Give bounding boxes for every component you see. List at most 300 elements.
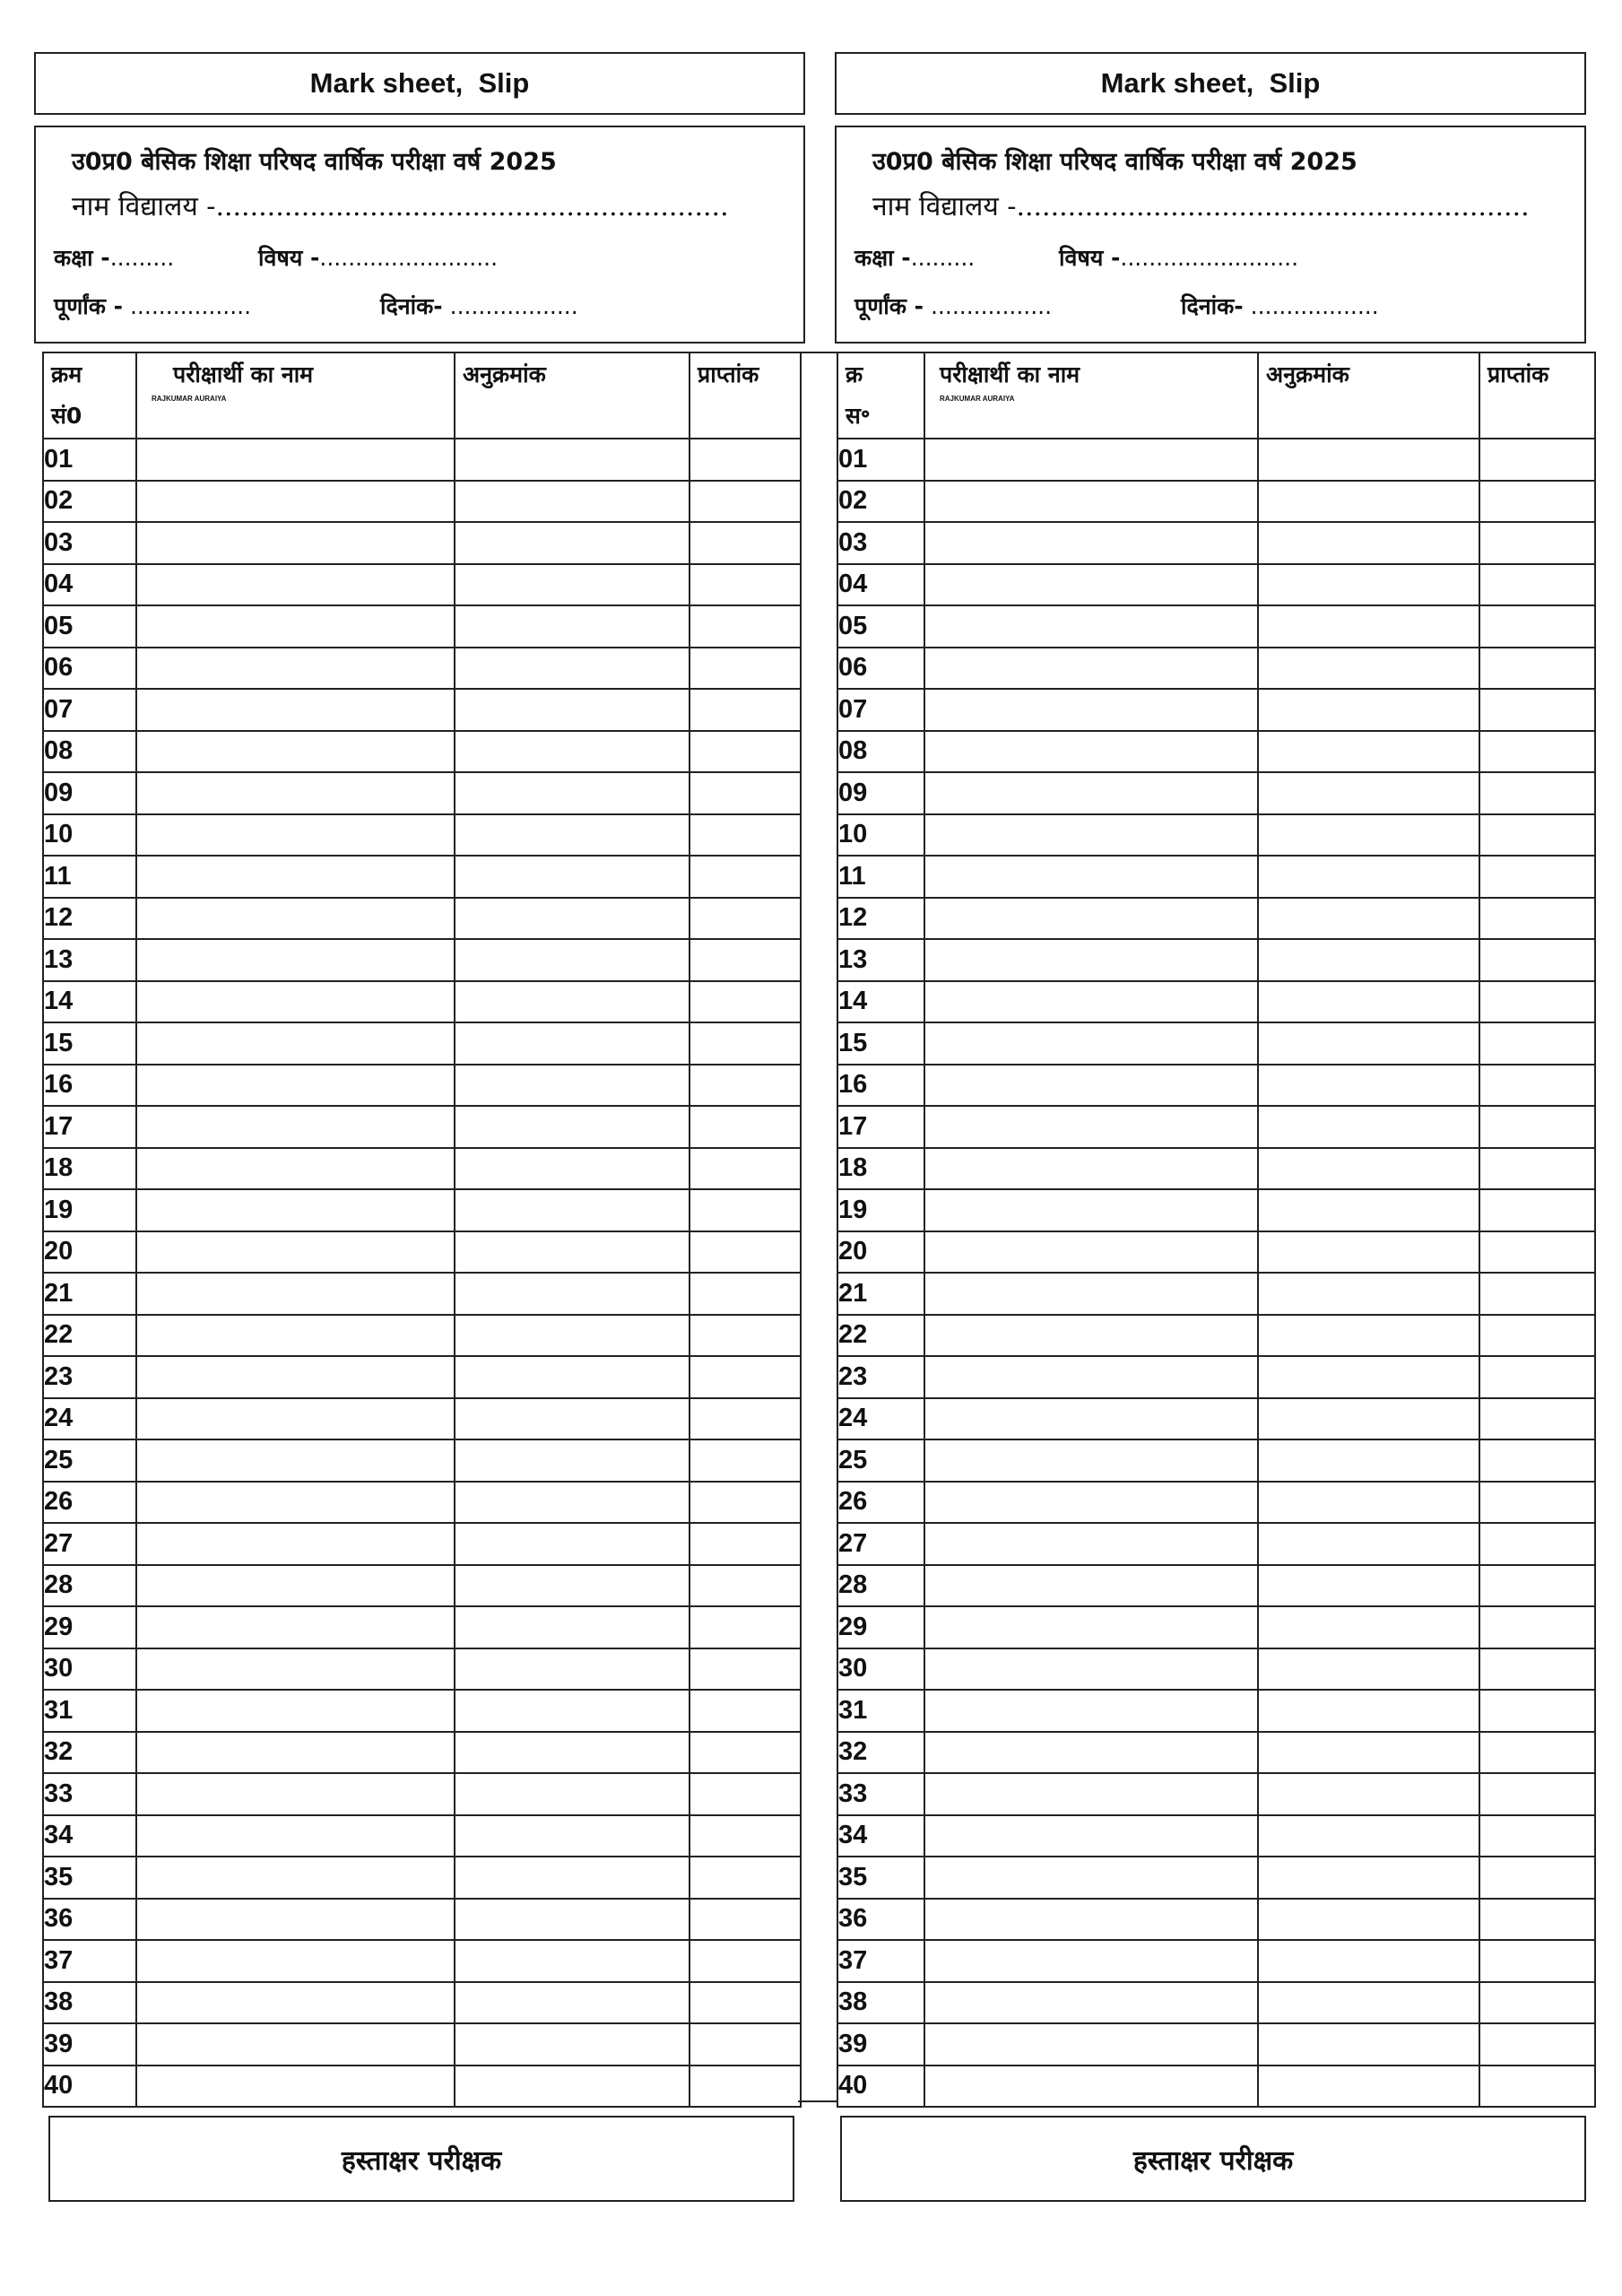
marks-cell[interactable] [1479, 1439, 1595, 1482]
roll-number-cell[interactable] [1258, 731, 1479, 773]
roll-number-cell[interactable] [455, 648, 690, 690]
row-serial-number: 22 [837, 1315, 924, 1357]
serial-header-line-2: स॰ [846, 403, 871, 429]
serial-header-line-1: क्रम [51, 361, 82, 387]
roll-number-cell[interactable] [1258, 1022, 1479, 1065]
marks-cell[interactable] [1479, 648, 1595, 690]
student-name-cell[interactable] [924, 481, 1258, 523]
student-name-cell[interactable] [136, 689, 455, 731]
student-name-cell[interactable] [136, 1773, 455, 1815]
school-blank: ............................................................ [215, 191, 729, 222]
marks-cell[interactable] [1479, 1482, 1595, 1524]
roll-number-cell[interactable] [455, 1231, 690, 1274]
roll-number-cell[interactable] [455, 1482, 690, 1524]
roll-number-cell[interactable] [455, 939, 690, 981]
row-serial-number: 13 [837, 939, 924, 981]
student-name-cell[interactable] [136, 481, 455, 523]
student-name-cell[interactable] [136, 1648, 455, 1691]
roll-number-cell[interactable] [455, 1940, 690, 1982]
table-row [837, 1857, 1595, 1899]
marks-cell[interactable] [690, 1732, 801, 1774]
table-row [837, 1148, 1595, 1190]
student-name-cell[interactable] [924, 1231, 1258, 1274]
roll-number-cell[interactable] [1258, 1982, 1479, 2024]
roll-number-cell[interactable] [455, 1398, 690, 1440]
row-serial-number: 20 [837, 1231, 924, 1274]
student-name-cell[interactable] [136, 856, 455, 898]
roll-number-cell[interactable] [1258, 2023, 1479, 2066]
table-row [837, 1356, 1595, 1398]
marks-cell[interactable] [690, 1106, 801, 1148]
marks-cell[interactable] [1479, 1148, 1595, 1190]
date-blank: .................. [442, 293, 578, 319]
marks-cell[interactable] [690, 814, 801, 857]
marks-cell[interactable] [1479, 856, 1595, 898]
roll-number-cell[interactable] [1258, 522, 1479, 564]
roll-number-cell[interactable] [455, 1189, 690, 1231]
roll-number-cell[interactable] [1258, 439, 1479, 481]
marks-cell[interactable] [1479, 1398, 1595, 1440]
marks-cell[interactable] [1479, 605, 1595, 648]
marks-cell[interactable] [690, 1565, 801, 1607]
roll-column-header [1258, 352, 1479, 439]
table-row [837, 1815, 1595, 1857]
roll-number-cell[interactable] [455, 1773, 690, 1815]
roll-number-cell[interactable] [455, 522, 690, 564]
examiner-signature-label: हस्ताक्षर परीक्षक [341, 2144, 502, 2177]
subject-field [1059, 242, 1298, 273]
table-row [837, 1315, 1595, 1357]
marks-cell[interactable] [690, 939, 801, 981]
student-name-cell[interactable] [136, 1148, 455, 1190]
marks-cell[interactable] [1479, 1648, 1595, 1691]
marks-cell[interactable] [690, 1648, 801, 1691]
roll-number-cell[interactable] [455, 439, 690, 481]
marks-cell[interactable] [1479, 1857, 1595, 1899]
marks-cell[interactable] [1479, 1189, 1595, 1231]
roll-number-cell[interactable] [1258, 1523, 1479, 1565]
row-serial-number: 32 [837, 1732, 924, 1774]
table-row [43, 1482, 801, 1524]
table-row [837, 564, 1595, 606]
marks-cell[interactable] [1479, 439, 1595, 481]
student-name-cell[interactable] [136, 1439, 455, 1482]
roll-number-cell[interactable] [455, 1439, 690, 1482]
roll-number-cell[interactable] [1258, 1439, 1479, 1482]
student-name-cell[interactable] [924, 1439, 1258, 1482]
student-name-cell[interactable] [924, 1773, 1258, 1815]
student-name-cell[interactable] [136, 1065, 455, 1107]
roll-number-cell[interactable] [455, 1732, 690, 1774]
marks-cell[interactable] [690, 481, 801, 523]
table-row [43, 564, 801, 606]
marks-cell[interactable] [1479, 814, 1595, 857]
student-name-cell[interactable] [136, 564, 455, 606]
student-name-cell[interactable] [136, 1315, 455, 1357]
date-blank: .................. [1243, 293, 1379, 319]
student-name-cell[interactable] [924, 1398, 1258, 1440]
marks-cell[interactable] [1479, 772, 1595, 814]
student-name-cell[interactable] [924, 1189, 1258, 1231]
marks-cell[interactable] [1479, 1732, 1595, 1774]
student-name-cell[interactable] [136, 772, 455, 814]
student-name-cell[interactable] [924, 564, 1258, 606]
roll-number-cell[interactable] [1258, 1231, 1479, 1274]
roll-number-cell[interactable] [455, 1857, 690, 1899]
table-row [43, 439, 801, 481]
student-name-cell[interactable] [136, 1482, 455, 1524]
table-row [837, 648, 1595, 690]
roll-number-cell[interactable] [455, 605, 690, 648]
roll-number-cell[interactable] [455, 1315, 690, 1357]
marks-cell[interactable] [1479, 2066, 1595, 2108]
marks-cell[interactable] [1479, 1773, 1595, 1815]
student-name-cell[interactable] [924, 522, 1258, 564]
row-serial-number: 35 [837, 1857, 924, 1899]
student-name-cell[interactable] [136, 2023, 455, 2066]
roll-number-cell[interactable] [455, 1022, 690, 1065]
student-name-cell[interactable] [924, 731, 1258, 773]
student-name-cell[interactable] [924, 814, 1258, 857]
marks-cell[interactable] [1479, 981, 1595, 1023]
student-name-cell[interactable] [924, 1565, 1258, 1607]
roll-number-cell[interactable] [455, 1106, 690, 1148]
row-serial-number: 27 [43, 1523, 136, 1565]
marks-cell[interactable] [690, 605, 801, 648]
roll-number-cell[interactable] [455, 856, 690, 898]
roll-number-cell[interactable] [1258, 1606, 1479, 1648]
roll-number-cell[interactable] [455, 1356, 690, 1398]
table-row [43, 814, 801, 857]
date-field [380, 291, 578, 321]
student-name-cell[interactable] [136, 1523, 455, 1565]
roll-number-cell[interactable] [455, 481, 690, 523]
roll-number-cell[interactable] [455, 1648, 690, 1691]
marks-cell[interactable] [690, 1022, 801, 1065]
row-serial-number: 36 [837, 1899, 924, 1941]
table-row [43, 1732, 801, 1774]
roll-number-cell[interactable] [455, 898, 690, 940]
student-name-cell[interactable] [924, 1732, 1258, 1774]
marks-cell[interactable] [690, 1398, 801, 1440]
roll-number-cell[interactable] [455, 1982, 690, 2024]
roll-number-cell[interactable] [1258, 981, 1479, 1023]
table-row [43, 2066, 801, 2108]
marks-cell[interactable] [690, 1148, 801, 1190]
row-serial-number: 22 [43, 1315, 136, 1357]
student-name-cell[interactable] [924, 1315, 1258, 1357]
student-name-cell[interactable] [136, 814, 455, 857]
student-name-cell[interactable] [136, 2066, 455, 2108]
row-serial-number: 07 [43, 689, 136, 731]
roll-number-cell[interactable] [455, 1606, 690, 1648]
table-row [837, 1439, 1595, 1482]
marks-cell[interactable] [1479, 939, 1595, 981]
marks-cell[interactable] [1479, 1815, 1595, 1857]
marks-cell[interactable] [690, 731, 801, 773]
roll-number-cell[interactable] [455, 1523, 690, 1565]
student-name-cell[interactable] [136, 1565, 455, 1607]
roll-number-cell[interactable] [1258, 772, 1479, 814]
subject-label: विषय - [258, 245, 320, 271]
student-name-cell[interactable] [924, 1356, 1258, 1398]
roll-number-cell[interactable] [455, 814, 690, 857]
marks-cell[interactable] [1479, 1231, 1595, 1274]
student-name-cell[interactable] [136, 1022, 455, 1065]
marks-cell[interactable] [1479, 1106, 1595, 1148]
student-name-cell[interactable] [924, 1022, 1258, 1065]
table-row [43, 1065, 801, 1107]
student-name-cell[interactable] [924, 439, 1258, 481]
student-name-cell[interactable] [136, 731, 455, 773]
marks-cell[interactable] [690, 1189, 801, 1231]
roll-number-cell[interactable] [1258, 856, 1479, 898]
student-name-cell[interactable] [136, 1398, 455, 1440]
student-name-cell[interactable] [924, 2066, 1258, 2108]
roll-number-cell[interactable] [455, 981, 690, 1023]
roll-number-cell[interactable] [1258, 898, 1479, 940]
roll-number-cell[interactable] [455, 1565, 690, 1607]
serial-header-line-2: सं0 [51, 403, 82, 429]
student-name-cell[interactable] [924, 689, 1258, 731]
student-name-cell[interactable] [136, 1982, 455, 2024]
roll-number-cell[interactable] [1258, 1482, 1479, 1524]
table-row [43, 522, 801, 564]
table-row [837, 1899, 1595, 1941]
roll-number-cell[interactable] [1258, 1356, 1479, 1398]
marks-cell[interactable] [1479, 689, 1595, 731]
marks-cell[interactable] [690, 2066, 801, 2108]
student-name-cell[interactable] [136, 605, 455, 648]
table-row [837, 439, 1595, 481]
marks-cell[interactable] [1479, 1315, 1595, 1357]
marks-cell[interactable] [690, 981, 801, 1023]
roll-number-cell[interactable] [455, 1690, 690, 1732]
marks-cell[interactable] [690, 1606, 801, 1648]
marks-cell[interactable] [690, 2023, 801, 2066]
marks-cell[interactable] [1479, 2023, 1595, 2066]
roll-number-cell[interactable] [1258, 1148, 1479, 1190]
marks-cell[interactable] [1479, 1940, 1595, 1982]
roll-number-cell[interactable] [455, 1148, 690, 1190]
student-name-cell[interactable] [136, 1899, 455, 1941]
roll-number-cell[interactable] [1258, 1815, 1479, 1857]
marks-cell[interactable] [1479, 1022, 1595, 1065]
student-name-cell[interactable] [136, 1940, 455, 1982]
student-name-cell[interactable] [136, 898, 455, 940]
roll-number-cell[interactable] [1258, 1732, 1479, 1774]
row-serial-number: 06 [837, 648, 924, 690]
roll-number-cell[interactable] [1258, 1189, 1479, 1231]
marks-cell[interactable] [690, 1315, 801, 1357]
roll-number-cell[interactable] [1258, 1106, 1479, 1148]
student-name-cell[interactable] [136, 981, 455, 1023]
student-name-cell[interactable] [136, 1189, 455, 1231]
roll-number-cell[interactable] [455, 1273, 690, 1315]
student-name-cell[interactable] [136, 648, 455, 690]
student-name-cell[interactable] [924, 1106, 1258, 1148]
roll-number-cell[interactable] [1258, 648, 1479, 690]
marks-cell[interactable] [690, 1857, 801, 1899]
table-row [837, 1606, 1595, 1648]
marks-cell[interactable] [1479, 731, 1595, 773]
row-serial-number: 33 [837, 1773, 924, 1815]
student-name-cell[interactable] [136, 1231, 455, 1274]
student-name-cell[interactable] [924, 1148, 1258, 1190]
marks-cell[interactable] [1479, 898, 1595, 940]
roll-number-cell[interactable] [1258, 564, 1479, 606]
student-name-cell[interactable] [924, 939, 1258, 981]
marks-cell[interactable] [1479, 522, 1595, 564]
marks-cell[interactable] [1479, 1899, 1595, 1941]
marks-cell[interactable] [690, 1940, 801, 1982]
row-serial-number: 11 [837, 856, 924, 898]
marks-cell[interactable] [690, 1273, 801, 1315]
roll-number-cell[interactable] [455, 2023, 690, 2066]
student-name-cell[interactable] [924, 856, 1258, 898]
table-row [837, 1189, 1595, 1231]
marks-cell[interactable] [1479, 1523, 1595, 1565]
student-name-cell[interactable] [924, 1273, 1258, 1315]
student-name-cell[interactable] [924, 1815, 1258, 1857]
class-label: कक्षा - [54, 245, 110, 271]
student-name-cell[interactable] [136, 1273, 455, 1315]
student-name-cell[interactable] [136, 1815, 455, 1857]
marks-cell[interactable] [690, 1982, 801, 2024]
row-serial-number: 18 [837, 1148, 924, 1190]
row-serial-number: 10 [43, 814, 136, 857]
student-name-cell[interactable] [136, 1732, 455, 1774]
marks-cell[interactable] [1479, 1065, 1595, 1107]
roll-number-cell[interactable] [455, 689, 690, 731]
marks-cell[interactable] [690, 648, 801, 690]
student-name-cell[interactable] [924, 772, 1258, 814]
roll-number-cell[interactable] [1258, 814, 1479, 857]
roll-number-cell[interactable] [455, 2066, 690, 2108]
marks-cell[interactable] [690, 1439, 801, 1482]
student-name-cell[interactable] [136, 522, 455, 564]
marks-cell[interactable] [1479, 1356, 1595, 1398]
row-serial-number: 31 [43, 1690, 136, 1732]
roll-number-cell[interactable] [1258, 1565, 1479, 1607]
table-row [43, 1899, 801, 1941]
student-name-cell[interactable] [924, 1982, 1258, 2024]
marks-cell[interactable] [690, 564, 801, 606]
roll-number-cell[interactable] [1258, 1065, 1479, 1107]
roll-number-cell[interactable] [1258, 1899, 1479, 1941]
row-serial-number: 34 [43, 1815, 136, 1857]
marks-cell[interactable] [690, 1523, 801, 1565]
roll-number-cell[interactable] [455, 1815, 690, 1857]
marks-cell[interactable] [690, 689, 801, 731]
student-name-cell[interactable] [924, 605, 1258, 648]
student-name-cell[interactable] [136, 1690, 455, 1732]
marks-cell[interactable] [1479, 1565, 1595, 1607]
roll-number-cell[interactable] [1258, 689, 1479, 731]
school-name-field [72, 187, 729, 223]
roll-number-cell[interactable] [1258, 1273, 1479, 1315]
table-row [43, 481, 801, 523]
marks-cell[interactable] [690, 898, 801, 940]
roll-number-cell[interactable] [1258, 2066, 1479, 2108]
marks-cell[interactable] [690, 1356, 801, 1398]
student-name-cell[interactable] [924, 1606, 1258, 1648]
student-name-cell[interactable] [924, 1523, 1258, 1565]
roll-number-cell[interactable] [1258, 481, 1479, 523]
marks-cell[interactable] [690, 1899, 801, 1941]
marks-cell[interactable] [690, 772, 801, 814]
table-row [837, 939, 1595, 981]
table-row [43, 1231, 801, 1274]
student-name-cell[interactable] [924, 1857, 1258, 1899]
student-name-cell[interactable] [924, 1482, 1258, 1524]
marks-cell[interactable] [690, 1690, 801, 1732]
marks-cell[interactable] [1479, 481, 1595, 523]
student-name-cell[interactable] [924, 1065, 1258, 1107]
row-serial-number: 30 [837, 1648, 924, 1691]
marks-cell[interactable] [690, 856, 801, 898]
student-name-cell[interactable] [136, 439, 455, 481]
roll-number-cell[interactable] [1258, 1648, 1479, 1691]
student-name-cell[interactable] [136, 1106, 455, 1148]
marks-cell[interactable] [690, 522, 801, 564]
student-name-cell[interactable] [136, 1356, 455, 1398]
marks-cell[interactable] [690, 439, 801, 481]
roll-number-cell[interactable] [1258, 1773, 1479, 1815]
student-name-cell[interactable] [924, 1940, 1258, 1982]
marks-cell[interactable] [1479, 1606, 1595, 1648]
roll-number-cell[interactable] [455, 1899, 690, 1941]
roll-number-cell[interactable] [455, 731, 690, 773]
marks-cell[interactable] [690, 1482, 801, 1524]
table-row [43, 772, 801, 814]
roll-number-cell[interactable] [1258, 1690, 1479, 1732]
roll-number-cell[interactable] [1258, 1398, 1479, 1440]
roll-number-cell[interactable] [455, 1065, 690, 1107]
student-name-cell[interactable] [924, 981, 1258, 1023]
marks-column-header [1479, 352, 1595, 439]
student-name-cell[interactable] [924, 1648, 1258, 1691]
student-name-cell[interactable] [924, 2023, 1258, 2066]
marks-cell[interactable] [690, 1231, 801, 1274]
student-name-cell[interactable] [136, 1857, 455, 1899]
student-name-cell[interactable] [924, 648, 1258, 690]
examiner-signature-label: हस्ताक्षर परीक्षक [1132, 2144, 1294, 2177]
row-serial-number: 25 [837, 1439, 924, 1482]
roll-number-cell[interactable] [1258, 605, 1479, 648]
marks-cell[interactable] [690, 1773, 801, 1815]
marks-cell[interactable] [1479, 1982, 1595, 2024]
roll-number-cell[interactable] [455, 772, 690, 814]
marks-cell[interactable] [690, 1815, 801, 1857]
roll-number-cell[interactable] [1258, 1940, 1479, 1982]
table-row [837, 1690, 1595, 1732]
roll-number-cell[interactable] [1258, 939, 1479, 981]
roll-number-cell[interactable] [455, 564, 690, 606]
marks-cell[interactable] [1479, 1273, 1595, 1315]
student-name-cell[interactable] [924, 1899, 1258, 1941]
student-name-cell[interactable] [136, 1606, 455, 1648]
marks-cell[interactable] [1479, 1690, 1595, 1732]
marks-cell[interactable] [690, 1065, 801, 1107]
student-name-cell[interactable] [924, 1690, 1258, 1732]
marks-cell[interactable] [1479, 564, 1595, 606]
roll-number-cell[interactable] [1258, 1315, 1479, 1357]
row-serial-number: 35 [43, 1857, 136, 1899]
student-name-cell[interactable] [924, 898, 1258, 940]
roll-number-cell[interactable] [1258, 1857, 1479, 1899]
student-name-cell[interactable] [136, 939, 455, 981]
